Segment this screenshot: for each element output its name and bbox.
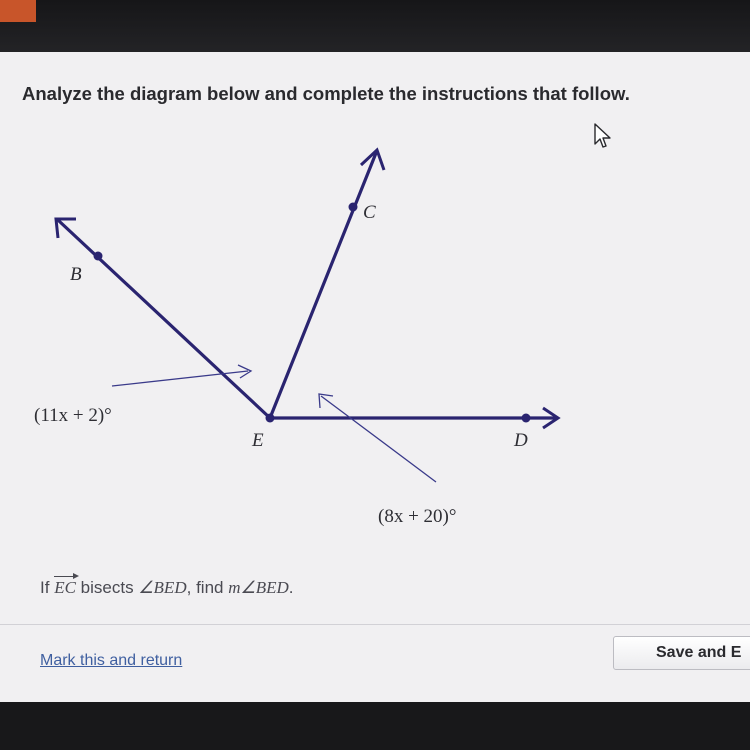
question-find: find [196,578,224,597]
label-d: D [514,430,528,451]
ray-ec-notation: EC [54,574,76,598]
point-d [522,414,531,423]
save-and-exit-button[interactable]: Save and E [613,636,750,670]
leader-ced [321,396,436,482]
ray-ec [270,153,376,418]
angle-label-ced: (8x + 20)° [378,506,457,527]
label-e: E [252,430,264,451]
divider [0,624,750,625]
point-e [266,414,275,423]
point-c [349,203,358,212]
question-text: If EC bisects ∠BED, find m∠BED. [40,574,294,598]
question-angle: ∠BED [138,578,187,597]
mark-and-return-link[interactable]: Mark this and return [40,652,183,669]
point-b [94,252,103,261]
instructions-heading: Analyze the diagram below and complete the instructions that follow. [22,83,630,104]
label-c: C [363,202,376,223]
question-bisects: bisects [80,578,134,597]
ray-eb [59,221,270,418]
question-prefix: If [40,578,50,597]
label-b: B [70,264,82,285]
angle-label-bec: (11x + 2)° [34,405,112,426]
question-target: m∠BED [228,578,289,597]
